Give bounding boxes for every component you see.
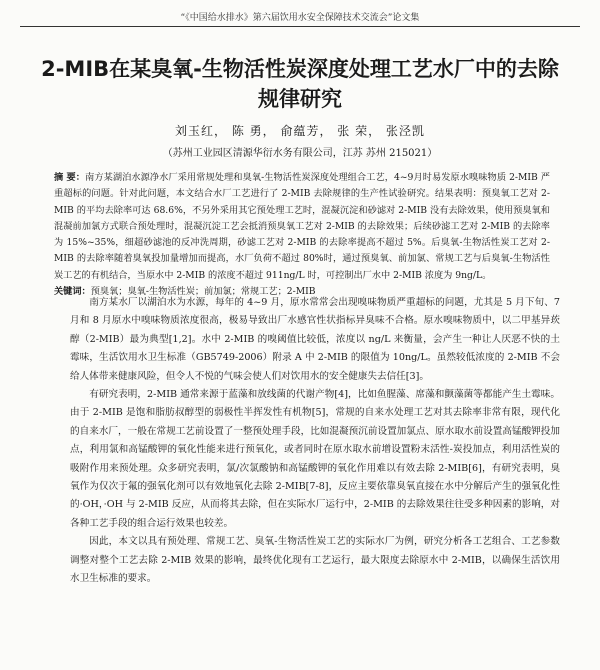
body-paragraph-2: 有研究表明，2-MIB 通常来源于蓝藻和放线菌的代谢产物[4]，比如鱼腥藻、席藻和颤藻菌等都能产生土霉味。由于 2-MIB 是饱和脂肪叔醇型的弱极性半挥发性有机物[5]，常规的自来水处理工艺对其去除率非常有限，现代化的自来水厂，一般在常规工艺前设置了一整预处理手段，比如混凝预沉前设置加氯点、原水取水前设置高锰酸钾投加点，利用氯和高锰酸钾的氧化性能来进行预氧化，或者同时在原水取水前增设置粉末活性-炭投加点，利用活性炭的吸附作用来预处理。众多研究表明，氯/次氯酸钠和高锰酸钾的氧化作用难以有效去除 2-MIB[6]，有研究表明，臭氧作为仅次于氟的强氧化剂可以有效地氧化去除 2-MIB[7-8]，反应主要依靠臭氧直接在水中分解后产生的强氧化性的·OH，·OH 与 2-MIB 反应，从而将其去除，但在实际水厂运行中，2-MIB 的去除效果往往受多种因素的影响，对各种工艺手段的组合运行效果也较差。 [70, 389, 560, 529]
body-paragraph-3: 因此，本文以具有预处理、常规工艺、臭氧-生物活性炭工艺的实际水厂为例，研究分析各工艺组合、工艺参数调整对整个工艺去除 2-MIB 效果的影响，最终优化现有工艺运行，最大限度去除原水中 2-MIB，以确保生活饮用水卫生标准的要求。 [70, 536, 560, 585]
abstract [54, 170, 550, 300]
body-text [70, 294, 560, 589]
affiliation: （苏州工业园区清源华衍水务有限公司，江苏 苏州 215021） [162, 148, 438, 159]
author-list: 刘玉红， 陈 勇， 俞蕴芳， 张 荣， 张泾凯 [175, 124, 425, 138]
abstract-label: 摘 要： [54, 172, 86, 183]
abstract-text: 南方某湖泊水源净水厂采用常规处理和臭氧-生物活性炭深度处理组合工艺，4~9月时易发原水嗅味物质 2-MIB 严重超标的问题。针对此问题，本文结合水厂工艺进行了 2-MIB 去除规律的生产性试验研究。结果表明：预臭氧工艺对 2-MIB 的平均去除率可达 68.6%，不另外采用其它预处理工艺时，混凝沉淀和砂滤对 2-MIB 没有去除效果，使用预臭氧和混凝前加氯方式联合预处理时，混凝沉淀工艺会抵消预臭氧工艺对 2-MIB 的去除效果；后续砂滤工艺对 2-MIB 的去除率为 15%~35%，细超砂滤池的反冲洗周期，砂滤工艺对 2-MIB 的去除率提高不超过 5%。后臭氧-生物活性炭工艺对 2-MIB 的去除率随着臭氧投加量增加而提高，水厂负荷不超过 80%时，通过预臭氧、前加氯、常规工艺与后臭氧-生物活性炭工艺的有机结合，当原水中 2-MIB 的浓度不超过 911ng/L 时，可控制出厂水中 2-MIB 浓度为 9ng/L。 [54, 172, 550, 281]
body-paragraph-1: 南方某水厂以湖泊水为水源，每年的 4~9 月，原水常常会出现嗅味物质严重超标的问题，尤其是 5 月下旬、7 月和 8 月原水中嗅味物质浓度很高，极易导致出厂水感官性状指标异臭味不合格。原水嗅味物质中，以二甲基异莰醇（2-MIB）最为典型[1,2]。水中 2-MIB 的嗅阈值比较低，浓度以 ng/L 来衡量，会产生一种让人厌恶不快的土霉味，生活饮用水卫生标准（GB5749-2006）附录 A 中 2-MIB 的限值为 10ng/L。虽然较低浓度的 2-MIB 不会给人体带来健康风险，但令人不悦的气味会使人们对饮用水的安全健康失去信任[3]。 [70, 297, 560, 382]
keywords-label: 关键词： [54, 286, 91, 298]
keywords-text: 预臭氧；臭氧-生物活性炭；前加氯；常规工艺；2-MIB [90, 286, 316, 298]
running-header: “《中国给水排水》第六届饮用水安全保障技术交流会”论文集 [20, 10, 580, 27]
paper-title: 2-MIB在某臭氧-生物活性炭深度处理工艺水厂中的去除规律研究 [41, 57, 559, 111]
